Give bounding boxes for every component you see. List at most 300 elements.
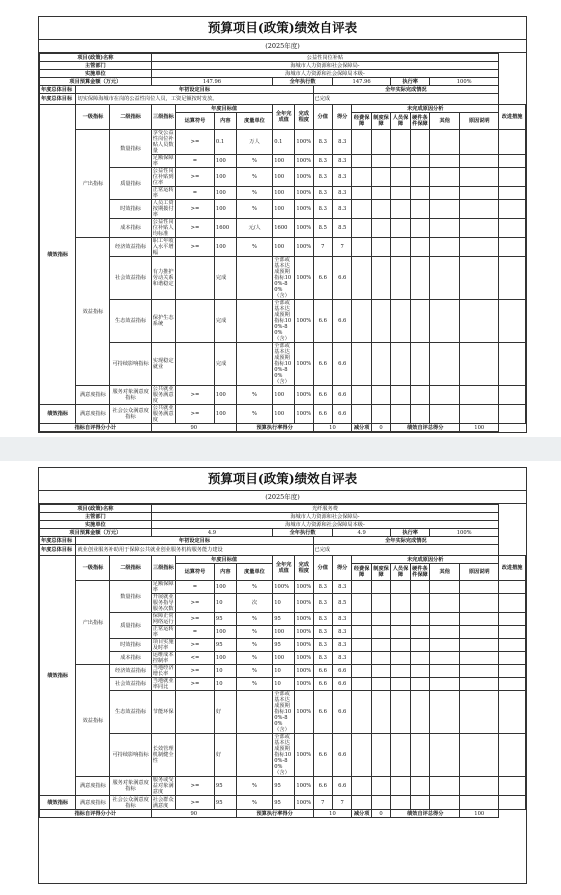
weight-cell: 6.6 [313,405,332,424]
unit-cell: % [236,665,272,678]
full-done-cell: 95 [273,639,295,652]
score-cell: 6.6 [332,300,351,343]
lvl1-cell: 效益指标 [76,238,110,386]
empty-cell [410,639,429,652]
table-row [40,796,526,810]
lvl3-cell: 足额保障率 [151,581,175,594]
table-row [40,810,526,818]
unit-cell: % [236,613,272,626]
empty-cell [460,665,499,678]
full-done-cell: 100 [273,405,295,424]
empty-cell [499,626,526,639]
r-system-header: 制度保障 [371,113,390,130]
r-note-header: 原因说明 [460,113,499,130]
table-row [40,105,526,113]
table-row [40,529,526,537]
empty-cell [391,300,410,343]
empty-cell [410,386,429,405]
actual-done-header: 全年实际完成情况 [313,86,499,94]
empty-cell [460,678,499,691]
degree-header: 完成程度 [295,105,313,130]
empty-cell [410,581,429,594]
lvl2-cell: 经济效益指标 [110,238,151,257]
full-done-header: 全年完成值 [273,556,295,581]
impl-label: 实施单位 [40,521,152,529]
empty-cell [391,343,410,386]
exec-value: 147.96 [332,78,390,86]
dept-value: 海城市人力资源和社会保障局- [151,513,498,521]
degree-cell: 100% [295,691,313,734]
unfinished-header: 未完成原因分析 [352,105,499,113]
empty-cell [430,386,460,405]
degree-cell: 100% [295,200,313,219]
empty-cell [460,343,499,386]
op-cell [176,257,215,300]
empty-cell [460,734,499,777]
project-name-value: 光纤服务费 [151,505,498,513]
unit-cell: % [236,678,272,691]
empty-cell [371,130,390,155]
content-cell: 100 [214,405,236,424]
empty-cell [410,257,429,300]
r-staff-header: 人员保障 [391,564,410,581]
empty-cell [371,219,390,238]
empty-cell [410,219,429,238]
degree-cell: 100% [295,613,313,626]
score-cell: 8.3 [332,639,351,652]
empty-cell [352,300,371,343]
done-text: 已完成 [313,94,499,105]
lvl3-cell: 享受公益性岗位补贴人员数量 [151,130,175,155]
empty-cell [391,581,410,594]
empty-cell [430,594,460,613]
empty-cell [430,777,460,796]
content-cell: 100 [214,581,236,594]
form-year: (2025年度) [39,491,526,504]
degree-cell: 100% [295,155,313,168]
score-header: 得分 [332,556,351,581]
degree-cell: 100% [295,652,313,665]
empty-cell [352,386,371,405]
weight-cell: 6.6 [313,300,332,343]
content-cell: 完成 [214,257,236,300]
empty-cell [410,594,429,613]
unit-cell [236,691,272,734]
score-cell: 8.5 [332,219,351,238]
empty-cell [499,777,526,796]
project-name-value: 公益性岗位补贴 [151,54,498,62]
goal-text: 就业创业服务补助用于保障公共就业创业服务机构服务能力建设 [76,545,313,556]
score-cell: 8.3 [332,626,351,639]
lvl3-cell: 当地就业率同比 [151,678,175,691]
lvl3-cell: 社会群众满意度 [151,796,175,810]
lvl2-cell: 可持续影响指标 [110,734,151,777]
table-row [40,652,526,665]
full-done-cell: 全部或基本达成预期指标100%-80%（含） [273,343,295,386]
full-done-cell: 1600 [273,219,295,238]
score-cell: 6.6 [332,777,351,796]
empty-cell [410,626,429,639]
score-cell: 8.5 [332,594,351,613]
content-cell: 100 [214,238,236,257]
op-cell [176,343,215,386]
lvl3-cell: 长效管理机制健全性 [151,734,175,777]
empty-cell [460,300,499,343]
empty-cell [371,300,390,343]
lvl2-cell: 服务对象满意度指标 [110,777,151,796]
r-note-header: 原因说明 [460,564,499,581]
empty-cell [460,796,499,810]
exec-label: 全年执行数 [273,78,333,86]
content-cell: 100 [214,626,236,639]
empty-cell [371,386,390,405]
project-name-label: 项目(政策)名称 [40,505,152,513]
empty-cell [410,187,429,200]
score-cell: 6.6 [332,665,351,678]
empty-cell [371,594,390,613]
table-row [40,168,526,187]
weight-cell: 8.3 [313,168,332,187]
empty-cell [430,257,460,300]
op-cell: = [176,187,215,200]
lvl1-cell: 满意度指标 [76,796,110,810]
empty-cell [430,652,460,665]
rate-value: 100% [430,529,499,537]
empty-cell [371,652,390,665]
content-cell: 100 [214,187,236,200]
op-cell: = [176,626,215,639]
full-done-cell: 100% [273,581,295,594]
empty-cell [460,187,499,200]
empty-cell [391,665,410,678]
table-row [40,613,526,626]
lvl3-cell: 服务或受益对象满意度 [151,777,175,796]
op-cell: = [176,155,215,168]
lvl3-header: 三级指标 [151,556,175,581]
impl-value: 海城市人力资源和社会保障局本级- [151,70,498,78]
op-cell: >= [176,168,215,187]
table-row [40,130,526,155]
empty-cell [391,796,410,810]
unit-cell: % [236,168,272,187]
empty-cell [371,405,390,424]
empty-cell [352,238,371,257]
empty-cell [391,626,410,639]
lvl2-cell: 服务对象满意度指标 [110,386,151,405]
empty-cell [410,405,429,424]
op-cell: >= [176,613,215,626]
degree-cell: 100% [295,168,313,187]
op-cell: >= [176,405,215,424]
empty-cell [352,777,371,796]
content-cell: 10 [214,665,236,678]
empty-cell [391,594,410,613]
table-row [40,537,526,545]
full-done-cell: 100 [273,626,295,639]
lvl2-cell: 社会效益指标 [110,257,151,300]
rate-label: 执行率 [391,529,430,537]
lvl3-cell: 正常运转率 [151,187,175,200]
deduct-value: 0 [371,424,390,432]
dept-label: 主管部门 [40,513,152,521]
degree-cell: 100% [295,777,313,796]
empty-cell [460,219,499,238]
form-title: 预算项目(政策)绩效自评表 [39,17,526,40]
lvl1-cell: 满意度指标 [76,777,110,796]
impl-label: 实施单位 [40,70,152,78]
target-set-header: 年初设定目标 [76,86,313,94]
unit-cell: % [236,155,272,168]
table-row [40,219,526,238]
empty-cell [352,187,371,200]
empty-cell [371,626,390,639]
content-cell: 100 [214,652,236,665]
budget-label: 项目预算金额（万元） [40,78,152,86]
empty-cell [371,155,390,168]
unit-cell: % [236,639,272,652]
weight-cell: 7 [313,796,332,810]
full-done-cell: 100 [273,168,295,187]
lvl2-cell: 时效指标 [110,200,151,219]
empty-cell [430,155,460,168]
lvl2-cell: 数量指标 [110,581,151,613]
empty-cell [391,405,410,424]
content-cell: 好 [214,691,236,734]
empty-cell [352,652,371,665]
content-cell: 0.1 [214,130,236,155]
unit-cell [236,300,272,343]
evaluation-form-2 [38,467,527,884]
lvl3-cell: 项目实施及时率 [151,639,175,652]
empty-cell [499,238,526,257]
content-cell: 1600 [214,219,236,238]
op-cell: >= [176,238,215,257]
total-label: 绩效自评总得分 [391,424,460,432]
empty-cell [499,130,526,155]
lvl1-cell: 满意度指标 [76,386,110,405]
lvl2-header: 二级指标 [110,556,151,581]
empty-cell [352,678,371,691]
empty-cell [430,581,460,594]
empty-cell [352,219,371,238]
score-cell: 6.6 [332,678,351,691]
unit-cell: % [236,777,272,796]
empty-cell [430,130,460,155]
lvl1-header: 一级指标 [76,556,110,581]
rate-value: 100% [430,78,499,86]
score-cell: 6.6 [332,343,351,386]
weight-cell: 6.6 [313,343,332,386]
full-done-cell: 0.1 [273,130,295,155]
empty-cell [352,613,371,626]
score-cell: 8.3 [332,200,351,219]
table-row [40,200,526,219]
empty-cell [371,200,390,219]
content-cell: 完成 [214,343,236,386]
lvl3-cell: 节能环保 [151,691,175,734]
degree-cell: 100% [295,678,313,691]
full-done-cell: 95 [273,777,295,796]
page-separator [0,437,561,461]
empty-cell [499,652,526,665]
deduct-label: 减分项 [353,424,370,431]
table-row [40,54,526,62]
r-hw-header: 硬件条件保障 [410,564,429,581]
op-cell: >= [176,777,215,796]
empty-cell [391,130,410,155]
table-row [40,386,526,405]
lvl2-cell: 质量指标 [110,613,151,639]
score-cell: 6.6 [332,257,351,300]
empty-cell [460,639,499,652]
empty-cell [391,652,410,665]
empty-cell [499,187,526,200]
table-row [40,521,526,529]
score-cell: 8.3 [332,581,351,594]
empty-cell [410,652,429,665]
lvl3-cell: 职工年收入水平增幅 [151,238,175,257]
budget-exec-score-label: 预算执行率得分 [236,424,313,432]
lvl3-cell: 公共就业服务满意度 [151,386,175,405]
weight-cell: 6.6 [313,386,332,405]
empty-cell [391,678,410,691]
weight-cell: 6.6 [313,777,332,796]
empty-cell [460,238,499,257]
table-row [40,424,526,432]
content-cell: 100 [214,386,236,405]
degree-cell: 100% [295,405,313,424]
unit-cell: % [236,581,272,594]
empty-cell [430,691,460,734]
unit-cell: % [236,386,272,405]
full-done-cell: 100 [273,652,295,665]
degree-cell: 100% [295,594,313,613]
lvl1-cell: 产出指标 [76,130,110,238]
empty-cell [430,665,460,678]
empty-cell [430,613,460,626]
degree-cell: 100% [295,639,313,652]
degree-cell: 100% [295,581,313,594]
degree-cell: 100% [295,238,313,257]
empty-cell [460,386,499,405]
empty-cell [371,238,390,257]
weight-cell: 8.3 [313,652,332,665]
table-row [40,405,526,424]
weight-cell: 8.3 [313,187,332,200]
table-row [40,505,526,513]
empty-cell [430,168,460,187]
r-budget-header: 经费保障 [352,564,371,581]
perf-label: 绩效指标 [40,556,76,796]
score-cell: 8.3 [332,652,351,665]
op-cell: <= [176,652,215,665]
weight-cell: 6.6 [313,257,332,300]
full-done-cell: 95 [273,613,295,626]
unfinished-header: 未完成原因分析 [352,556,499,564]
full-done-cell: 100 [273,238,295,257]
weight-cell: 8.3 [313,155,332,168]
empty-cell [371,257,390,300]
year-target-header: 年度目标值 [176,556,273,564]
perf-label: 绩效指标 [40,796,76,810]
lvl2-cell: 成本指标 [110,219,151,238]
budget-value: 4.9 [151,529,272,537]
weight-cell: 8.3 [313,594,332,613]
total-value: 100 [460,424,499,432]
degree-cell: 100% [295,130,313,155]
self-score-value: 90 [151,810,236,818]
lvl2-cell: 社会公众满意度指标 [110,796,151,810]
budget-exec-score-value: 10 [313,424,352,432]
empty-cell [460,613,499,626]
full-done-cell: 10 [273,665,295,678]
table-row [40,665,526,678]
empty-cell [499,734,526,777]
table-row [40,513,526,521]
weight-cell: 7 [313,238,332,257]
full-done-cell: 100 [273,187,295,200]
empty-cell [499,168,526,187]
annual-goal-label: 年度总体目标 [40,537,76,545]
lvl3-cell: 有力推护劳动关系和谐稳定 [151,257,175,300]
perf-label: 绩效指标 [40,105,76,405]
lvl2-cell: 质量指标 [110,168,151,200]
empty-cell [352,665,371,678]
empty-cell [430,187,460,200]
lvl1-header: 一级指标 [76,105,110,130]
empty-cell [391,734,410,777]
op-cell: >= [176,130,215,155]
score-cell: 6.6 [332,734,351,777]
table-row [40,300,526,343]
lvl3-cell: 保障正常网络运行 [151,613,175,626]
table-row [40,581,526,594]
lvl3-cell: 开展就业服务指导服务次数 [151,594,175,613]
empty-cell [499,257,526,300]
empty-cell [499,796,526,810]
empty-cell [352,200,371,219]
empty-cell [499,405,526,424]
self-score-label: 指标自评得分小计 [40,424,152,432]
weight-cell: 8.3 [313,200,332,219]
unit-cell: % [236,796,272,810]
unit-cell: % [236,238,272,257]
empty-cell [460,155,499,168]
full-done-header: 全年完成值 [273,105,295,130]
unit-cell: % [236,626,272,639]
lvl2-cell: 生态效益指标 [110,300,151,343]
annual-goal-label: 年度总体目标 [40,545,76,556]
exec-label: 全年执行数 [273,529,333,537]
empty-cell [391,691,410,734]
full-done-cell: 全部或基本达成预期指标100%-80%（含） [273,691,295,734]
dept-value: 海城市人力资源和社会保障局- [151,62,498,70]
op-cell [176,734,215,777]
empty-cell [410,691,429,734]
degree-cell: 100% [295,665,313,678]
table-row [40,734,526,777]
lvl2-cell: 数量指标 [110,130,151,168]
table-row [40,777,526,796]
content-cell: 95 [214,796,236,810]
empty-cell [460,626,499,639]
unit-cell [236,343,272,386]
budget-label: 项目预算金额（万元） [40,529,152,537]
improve-header: 改进措施 [499,105,526,130]
full-done-cell: 全部或基本达成预期指标100%-80%（含） [273,257,295,300]
table-row [40,545,526,556]
weight-cell: 8.3 [313,581,332,594]
